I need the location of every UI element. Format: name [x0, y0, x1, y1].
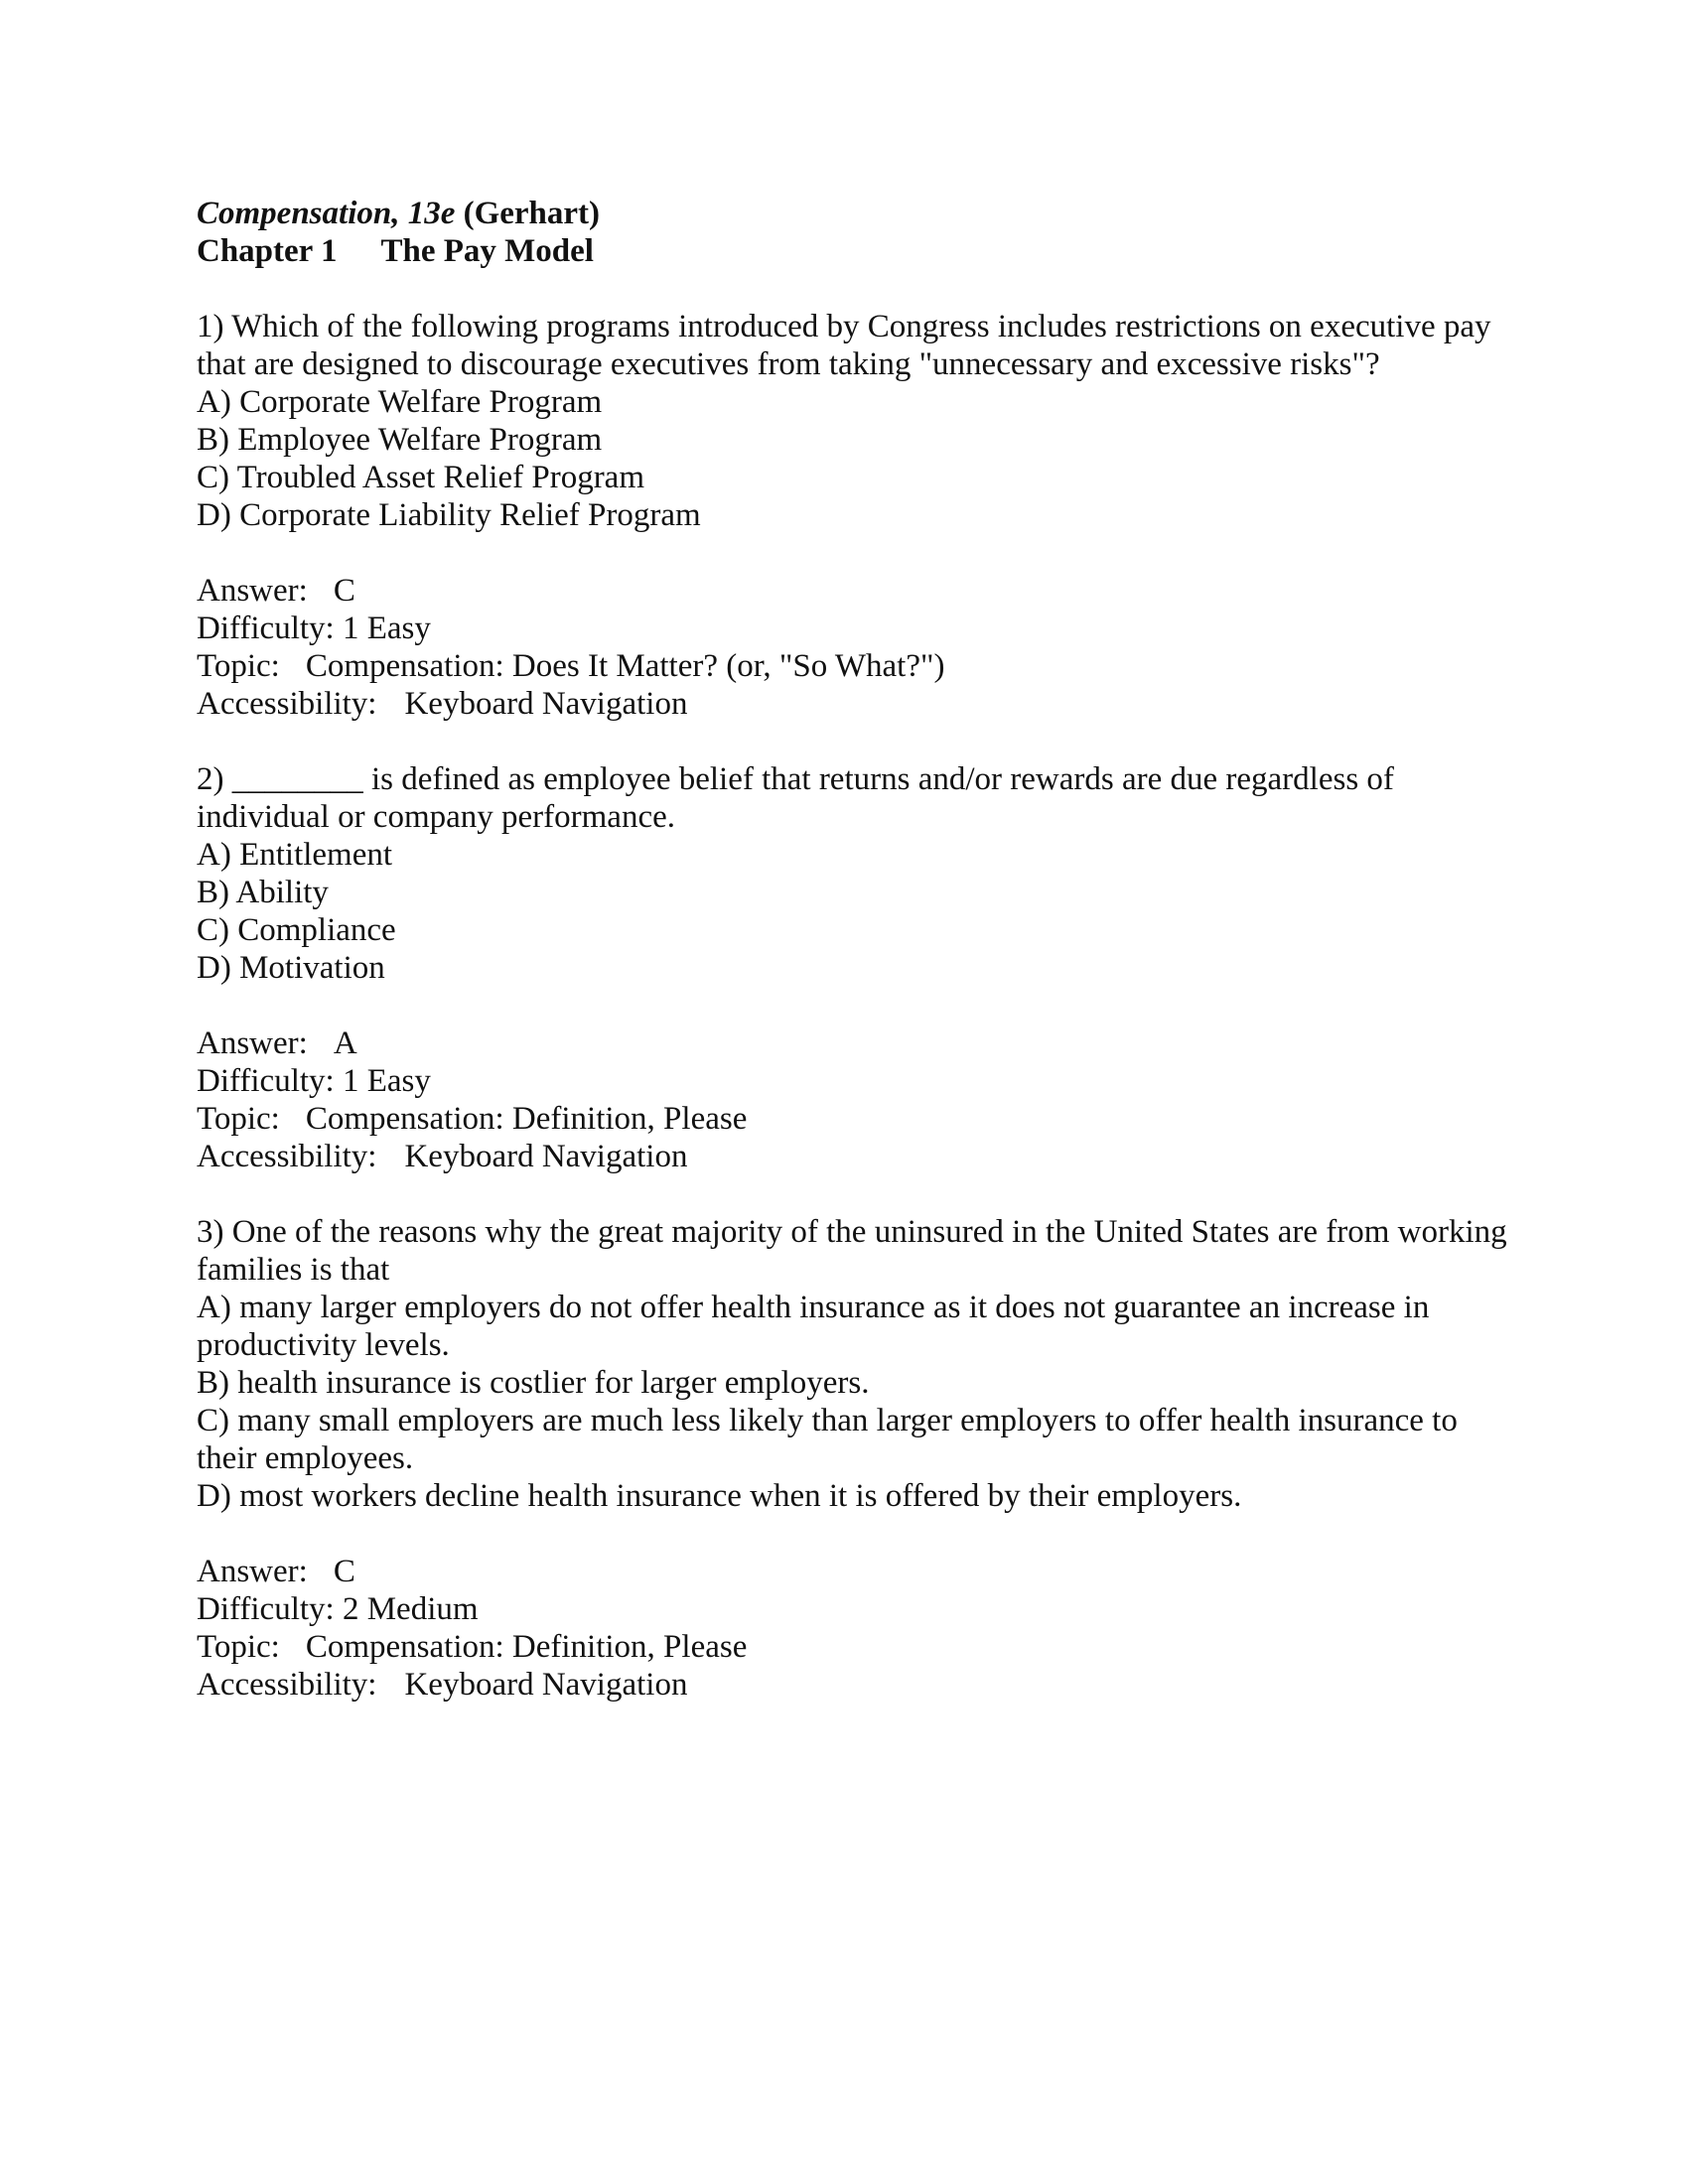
- accessibility-value: Keyboard Navigation: [404, 686, 688, 722]
- accessibility-line: [197, 685, 1507, 723]
- chapter-title: The Pay Model: [380, 233, 594, 269]
- option-a: A) many larger employers do not offer health insurance as it does not guarantee an increase in productivity levels.: [197, 1290, 1430, 1363]
- accessibility-label: Accessibility:: [197, 1667, 377, 1703]
- difficulty-line: Difficulty: 1 Easy: [197, 611, 431, 646]
- topic-line: [197, 647, 1507, 685]
- book-author: (Gerhart): [463, 196, 601, 231]
- answer-label: Answer:: [197, 1554, 308, 1589]
- answer-value: C: [333, 1554, 355, 1589]
- chapter-label: Chapter 1: [197, 233, 338, 269]
- accessibility-label: Accessibility:: [197, 1139, 377, 1174]
- option-c: C) many small employers are much less likely than larger employers to offer health insurance to their employees.: [197, 1403, 1458, 1476]
- answer-line: [197, 1553, 1507, 1590]
- topic-label: Topic:: [197, 1101, 280, 1137]
- topic-label: Topic:: [197, 1629, 280, 1665]
- option-a: A) Entitlement: [197, 837, 393, 873]
- difficulty-line: Difficulty: 2 Medium: [197, 1591, 479, 1627]
- topic-value: Compensation: Does It Matter? (or, "So What?"): [305, 648, 945, 684]
- accessibility-line: [197, 1138, 1507, 1175]
- option-d: D) Motivation: [197, 950, 385, 986]
- option-c: C) Troubled Asset Relief Program: [197, 460, 644, 495]
- book-title: Compensation, 13e: [197, 196, 456, 231]
- option-b: B) Employee Welfare Program: [197, 422, 603, 458]
- topic-value: Compensation: Definition, Please: [305, 1629, 748, 1665]
- answer-line: [197, 1024, 1507, 1062]
- answer-label: Answer:: [197, 573, 308, 609]
- question-1: [197, 308, 1507, 723]
- accessibility-line: [197, 1666, 1507, 1704]
- option-d: D) Corporate Liability Relief Program: [197, 497, 701, 533]
- chapter-header: [197, 232, 1507, 270]
- answer-label: Answer:: [197, 1025, 308, 1061]
- answer-block: [197, 572, 1507, 723]
- answer-block: [197, 1553, 1507, 1704]
- document-page: [197, 195, 1507, 1704]
- option-a: A) Corporate Welfare Program: [197, 384, 603, 420]
- answer-block: [197, 1024, 1507, 1175]
- option-c: C) Compliance: [197, 912, 396, 948]
- question-stem: 1) Which of the following programs introduced by Congress includes restrictions on executive pay that are designed to discourage executives from taking "unnecessary and excessive risks"?: [197, 309, 1491, 382]
- option-b: B) Ability: [197, 875, 329, 910]
- answer-line: [197, 572, 1507, 610]
- accessibility-label: Accessibility:: [197, 686, 377, 722]
- accessibility-value: Keyboard Navigation: [404, 1667, 688, 1703]
- topic-line: [197, 1100, 1507, 1138]
- topic-value: Compensation: Definition, Please: [305, 1101, 748, 1137]
- question-stem: 3) One of the reasons why the great majority of the uninsured in the United States are from working families is that: [197, 1214, 1507, 1288]
- topic-line: [197, 1628, 1507, 1666]
- question-3: [197, 1213, 1507, 1704]
- book-header: [197, 195, 1507, 232]
- accessibility-value: Keyboard Navigation: [404, 1139, 688, 1174]
- option-d: D) most workers decline health insurance when it is offered by their employers.: [197, 1478, 1242, 1514]
- question-stem: 2) ________ is defined as employee belief that returns and/or rewards are due regardless of individual or company performance.: [197, 761, 1394, 835]
- difficulty-line: Difficulty: 1 Easy: [197, 1063, 431, 1099]
- option-b: B) health insurance is costlier for larger employers.: [197, 1365, 870, 1401]
- topic-label: Topic:: [197, 648, 280, 684]
- answer-value: A: [333, 1025, 357, 1061]
- question-2: [197, 760, 1507, 1175]
- answer-value: C: [333, 573, 355, 609]
